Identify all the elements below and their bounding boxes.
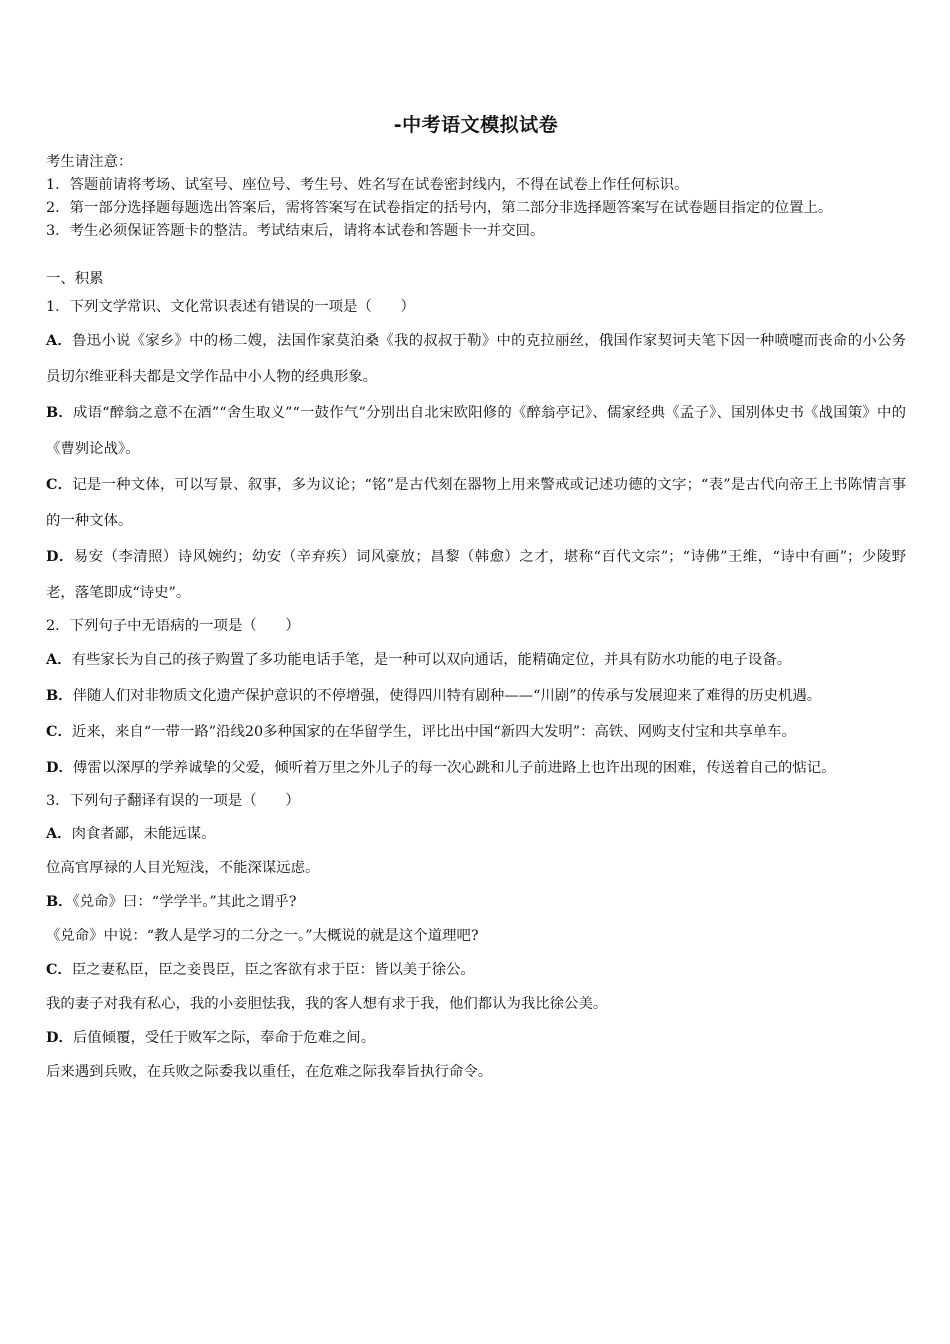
notice-item: 3．考生必须保证答题卡的整洁。考试结束后，请将本试卷和答题卡一并交回。 — [46, 223, 545, 239]
option-label: D． — [46, 1029, 73, 1046]
option-c — [46, 467, 906, 539]
page-title: -中考语文模拟试卷 — [393, 114, 559, 136]
option-b — [46, 885, 906, 920]
option-c — [46, 714, 906, 750]
option-text: 《兑命》曰：“学学半。”其此之谓乎? — [72, 894, 297, 910]
question-stem: 1．下列文学常识、文化常识表述有错误的一项是（ ） — [46, 299, 415, 315]
option-a — [46, 642, 906, 678]
notice-item: 2．第一部分选择题每题选出答案后，需将答案写在试卷指定的括号内，第二部分非选择题答案写在试卷题目指定的位置上。 — [46, 200, 833, 216]
option-label: B． — [46, 687, 73, 704]
section-heading: 一、积累 — [46, 271, 104, 287]
option-label: B． — [46, 893, 73, 910]
option-a — [46, 817, 906, 852]
option-text: 易安（李清照）诗风婉约；幼安（辛弃疾）词风豪放；昌黎（韩愈）之才，堪称“百代文宗”；“诗佛”王维，“诗中有画”；少陵野老，落笔即成“诗史”。 — [46, 549, 906, 601]
exam-page — [46, 110, 906, 1089]
question-stem: 3．下列句子翻译有误的一项是（ ） — [46, 793, 300, 809]
option-text: 傅雷以深厚的学养诚挚的父爱，倾听着万里之外儿子的每一次心跳和儿子前进路上也许出现的困难，传送着自己的惦记。 — [72, 760, 836, 776]
question-2 — [46, 613, 906, 786]
option-text: 臣之妻私臣，臣之妾畏臣，臣之客欲有求于臣：皆以美于徐公。 — [71, 962, 475, 978]
option-text: 成语“醉翁之意不在酒”“舍生取义”“一鼓作气”分别出自北宋欧阳修的《醉翁亭记》、儒家经典《孟子》、国别体史书《战国策》中的《曹刿论战》。 — [46, 405, 906, 457]
option-b — [46, 395, 906, 467]
question-stem: 2．下列句子中无语病的一项是（ ） — [46, 618, 300, 634]
option-text: 鲁迅小说《家乡》中的杨二嫂，法国作家莫泊桑《我的叔叔于勒》中的克拉丽丝，俄国作家契诃夫笔下因一种喷嚏而丧命的小公务员切尔维亚科夫都是文学作品中小人物的经典形象。 — [46, 333, 906, 385]
option-text: 肉食者鄙，未能远谋。 — [71, 826, 216, 842]
option-label: A． — [46, 651, 72, 668]
option-label: A． — [46, 332, 73, 349]
option-text: 后值倾覆，受任于败军之际，奉命于危难之间。 — [72, 1030, 376, 1046]
notice-heading: 考生请注意： — [46, 154, 133, 170]
option-a — [46, 323, 906, 395]
option-translation: 位高官厚禄的人目光短浅，不能深谋远虑。 — [46, 859, 320, 876]
option-d — [46, 750, 906, 786]
option-b — [46, 678, 906, 714]
option-d — [46, 539, 906, 611]
notice-block — [46, 151, 906, 243]
option-text: 近来，来自“一带一路”沿线20多种国家的在华留学生，评比出中国“新四大发明”：高铁、网购支付宝和共享单车。 — [71, 724, 796, 740]
question-3 — [46, 788, 906, 1089]
notice-item: 1．答题前请将考场、试室号、座位号、考生号、姓名写在试卷密封线内，不得在试卷上作任何标识。 — [46, 177, 689, 193]
option-c — [46, 953, 906, 988]
option-text: 伴随人们对非物质文化遗产保护意识的不停增强，使得四川特有剧种——“川剧”的传承与发展迎来了难得的历史机遇。 — [72, 688, 822, 704]
option-label: B． — [46, 404, 73, 421]
option-text: 记是一种文体，可以写景、叙事，多为议论；“铭”是古代刻在器物上用来警戒或记述功德的文字；“表”是古代向帝王上书陈情言事的一种文体。 — [46, 477, 906, 529]
question-1 — [46, 294, 906, 611]
option-label: D． — [46, 548, 74, 565]
option-label: C． — [46, 723, 72, 740]
option-label: C． — [46, 961, 72, 978]
option-text: 有些家长为自己的孩子购置了多功能电话手笔，是一种可以双向通话，能精确定位，并具有防水功能的电子设备。 — [71, 652, 792, 668]
option-label: A． — [46, 825, 72, 842]
option-label: C． — [46, 476, 73, 493]
option-translation: 《兑命》中说：“教人是学习的二分之一。”大概说的就是这个道理吧? — [46, 927, 479, 944]
option-d — [46, 1021, 906, 1056]
option-label: D． — [46, 759, 73, 776]
option-translation: 我的妻子对我有私心，我的小妾胆怯我，我的客人想有求于我，他们都认为我比徐公美。 — [46, 995, 608, 1012]
option-translation: 后来遇到兵败，在兵败之际委我以重任，在危难之际我奉旨执行命令。 — [46, 1063, 493, 1080]
